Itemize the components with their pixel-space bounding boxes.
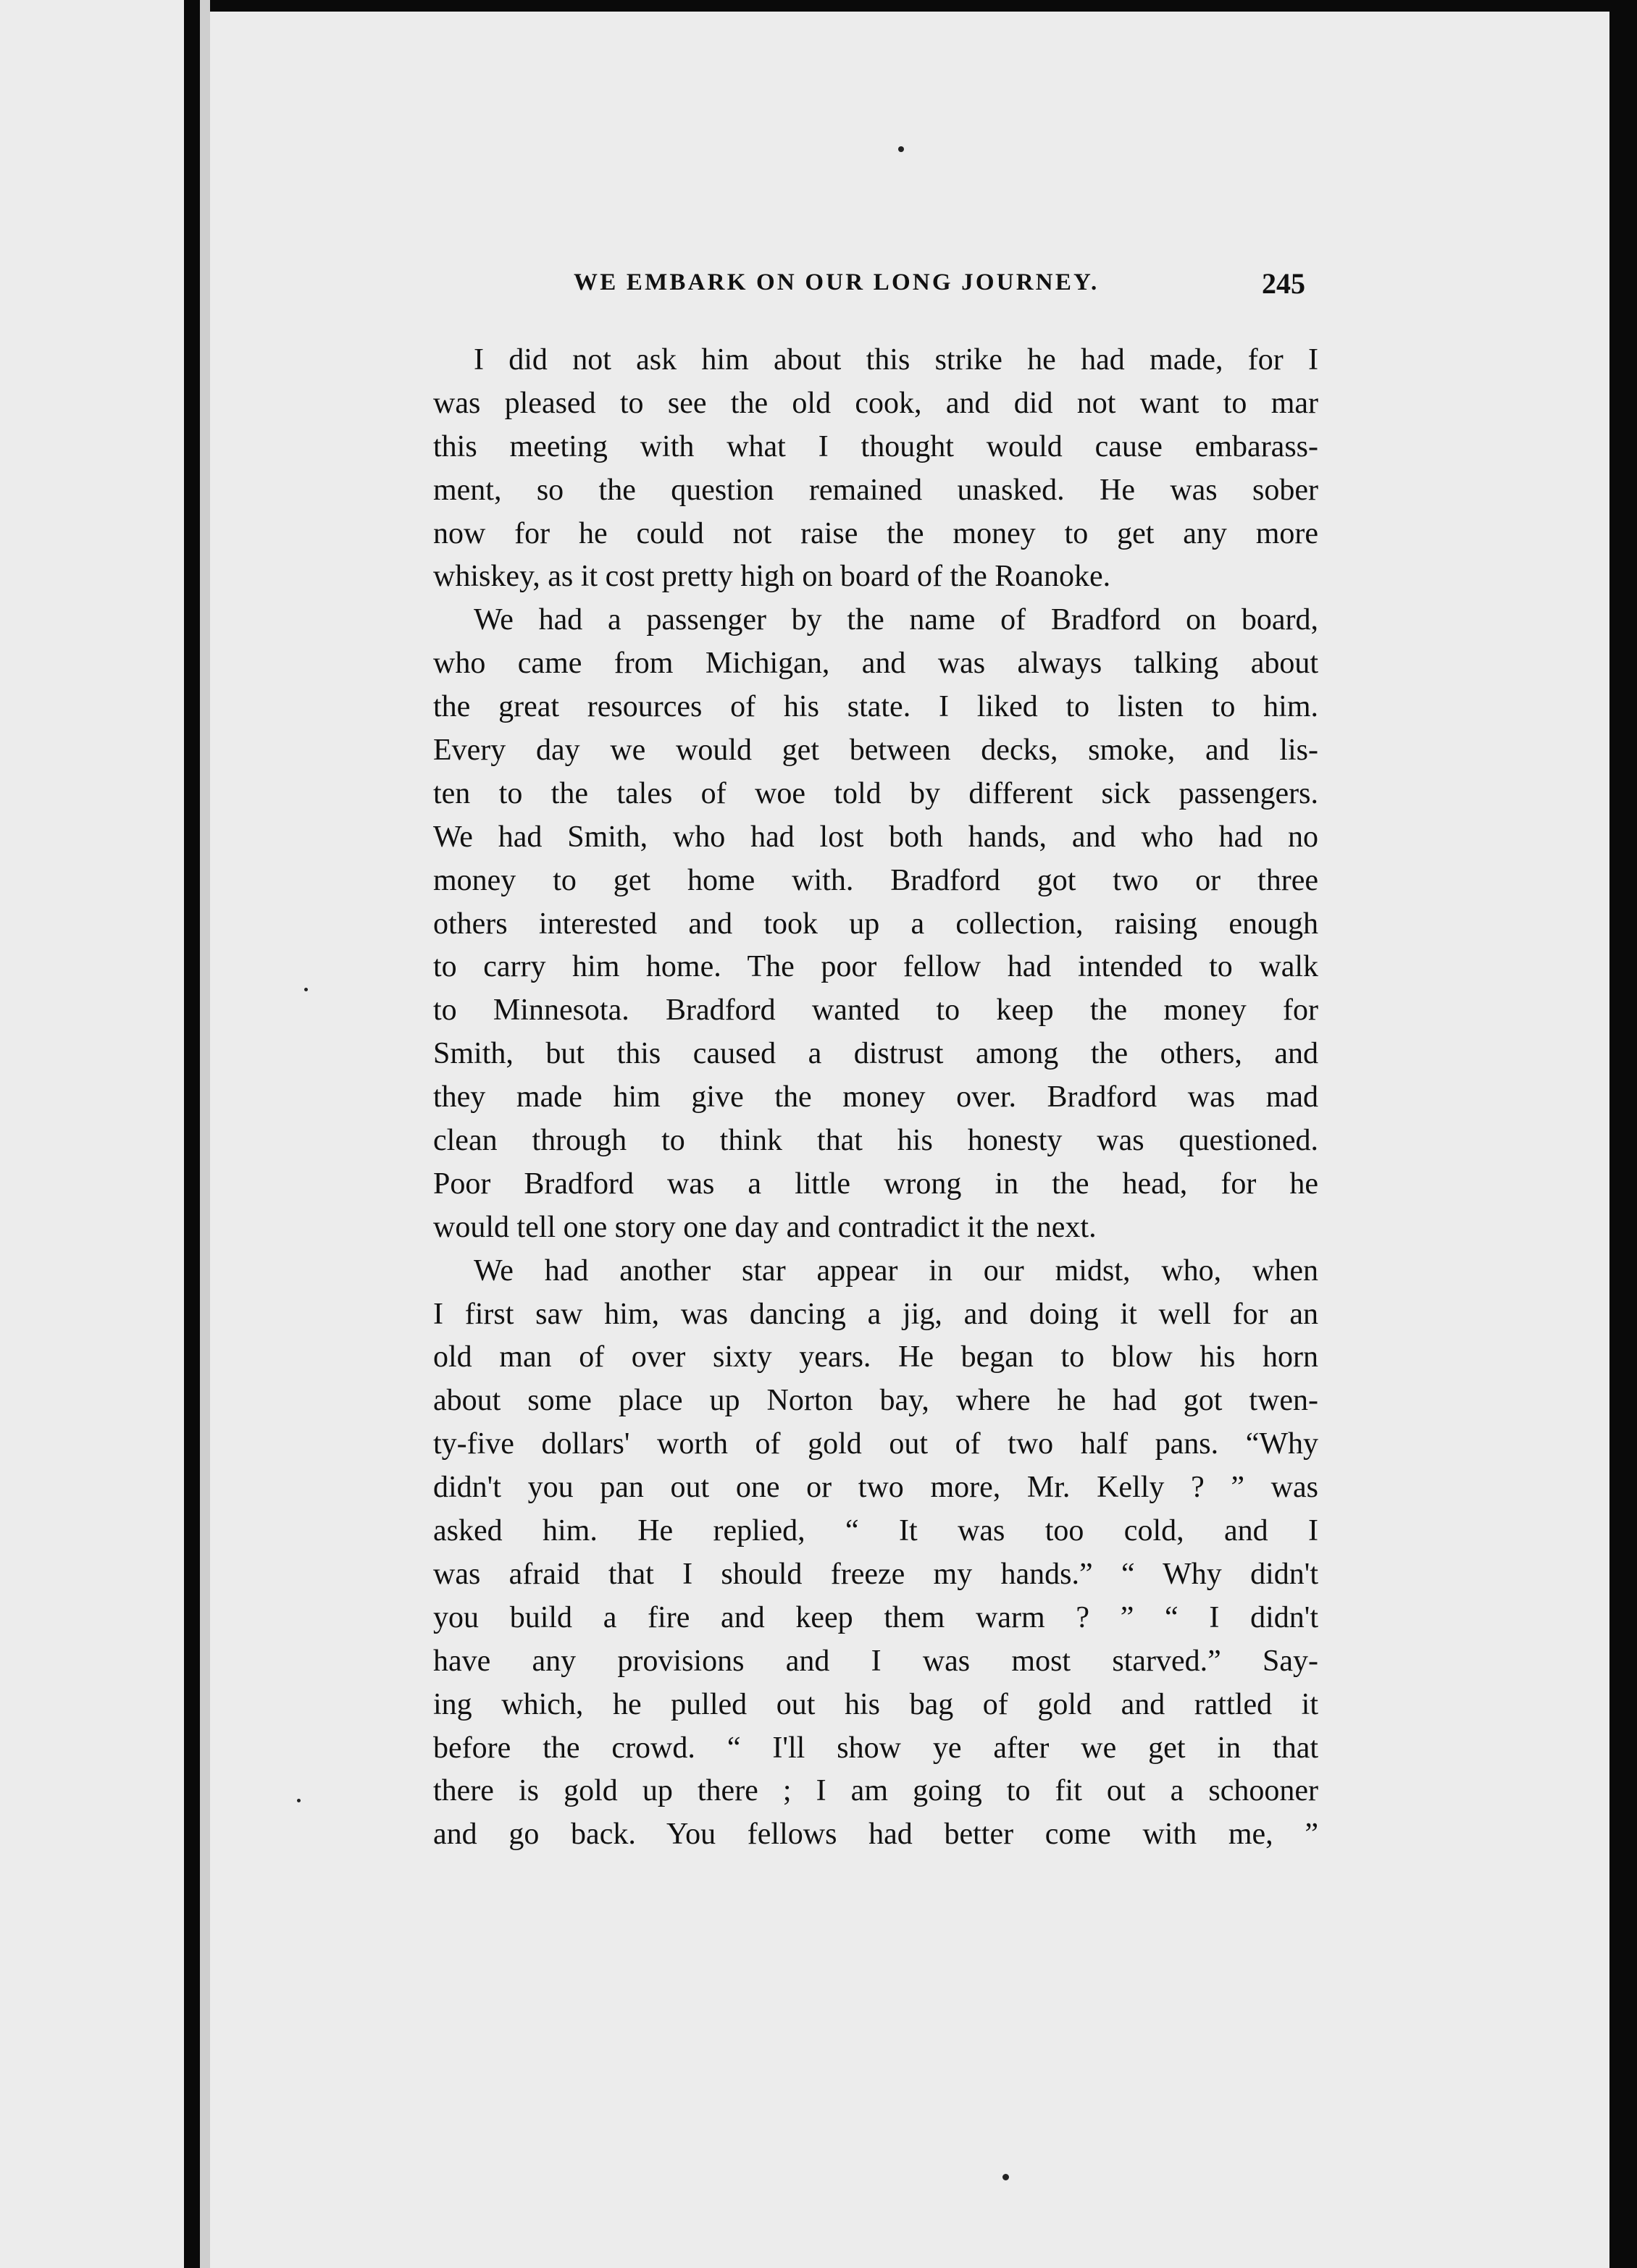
left-margin — [0, 0, 184, 2268]
text-line: now for he could not raise the money to get any more — [433, 516, 1318, 550]
text-line: was pleased to see the old cook, and did not want to mar — [433, 386, 1318, 420]
running-head — [574, 266, 1305, 303]
text-line: would tell one story one day and contradict it the next. — [433, 1210, 1097, 1244]
right-scan-border — [1609, 0, 1637, 2268]
text-line: was afraid that I should freeze my hands.” “ Why didn't — [433, 1557, 1318, 1591]
binding-gutter-edge — [200, 0, 210, 2268]
top-scan-border — [210, 0, 1637, 12]
text-line: asked him. He replied, “ It was too cold, and I — [433, 1514, 1318, 1548]
text-line: didn't you pan out one or two more, Mr. Kelly ? ” was — [433, 1471, 1318, 1505]
text-line: I first saw him, was dancing a jig, and doing it well for an — [433, 1297, 1318, 1331]
text-line: and go back. You fellows had better come with me, ” — [433, 1818, 1318, 1852]
text-line: Poor Bradford was a little wrong in the head, for he — [433, 1167, 1318, 1201]
text-line: have any provisions and I was most starved.” Say- — [433, 1644, 1318, 1678]
page-speck — [1002, 2174, 1009, 2180]
text-line: old man of over sixty years. He began to blow his horn — [433, 1340, 1318, 1374]
running-title: WE EMBARK ON OUR LONG JOURNEY. — [574, 269, 1100, 295]
text-line: about some place up Norton bay, where he had got twen- — [433, 1384, 1318, 1418]
text-line: Smith, but this caused a distrust among the others, and — [433, 1037, 1318, 1071]
page-speck — [304, 988, 308, 991]
text-line: We had another star appear in our midst, who, when — [474, 1253, 1318, 1288]
text-line: they made him give the money over. Bradford was mad — [433, 1080, 1318, 1114]
text-line: before the crowd. “ I'll show ye after we get in that — [433, 1731, 1318, 1765]
text-line: We had a passenger by the name of Bradford on board, — [474, 603, 1318, 637]
text-line: clean through to think that his honesty was questioned. — [433, 1124, 1318, 1158]
binding-gutter-shadow — [184, 0, 200, 2268]
text-line: We had Smith, who had lost both hands, and who had no — [433, 820, 1318, 854]
page-speck — [297, 1799, 301, 1802]
text-line: you build a fire and keep them warm ? ” “ I didn't — [433, 1600, 1318, 1634]
text-line: Every day we would get between decks, smoke, and lis- — [433, 734, 1318, 768]
text-line: to Minnesota. Bradford wanted to keep the money for — [433, 994, 1318, 1028]
text-line: this meeting with what I thought would cause embarass- — [433, 429, 1318, 463]
text-line: who came from Michigan, and was always talking about — [433, 647, 1318, 681]
page-speck — [898, 146, 904, 152]
text-line: ten to the tales of woe told by different sick passengers. — [433, 776, 1318, 810]
text-line: ing which, he pulled out his bag of gold and rattled it — [433, 1687, 1318, 1721]
text-line: others interested and took up a collection, raising enough — [433, 907, 1318, 941]
body-text — [433, 339, 1318, 1857]
text-line: ty-five dollars' worth of gold out of two half pans. “Why — [433, 1427, 1318, 1461]
text-line: to carry him home. The poor fellow had intended to walk — [433, 950, 1318, 984]
text-line: there is gold up there ; I am going to fit out a schooner — [433, 1774, 1318, 1808]
text-line: ment, so the question remained unasked. He was sober — [433, 473, 1318, 507]
text-line: the great resources of his state. I liked to listen to him. — [433, 690, 1318, 724]
page-number: 245 — [1262, 267, 1305, 300]
text-line: money to get home with. Bradford got two or three — [433, 863, 1318, 897]
text-line: whiskey, as it cost pretty high on board of the Roanoke. — [433, 560, 1111, 594]
text-line: I did not ask him about this strike he had made, for I — [474, 343, 1318, 377]
